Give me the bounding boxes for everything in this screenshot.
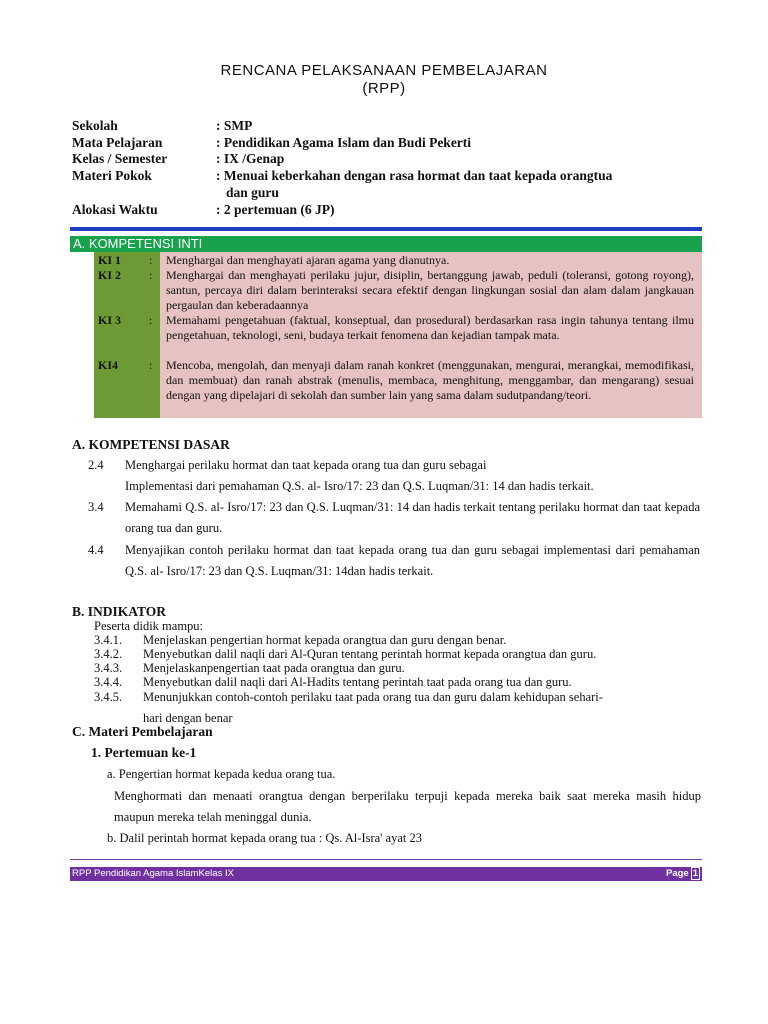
kd-heading: A. KOMPETENSI DASAR: [72, 437, 230, 452]
indikator-heading: B. INDIKATOR: [72, 604, 167, 619]
ki-code: KI 3: [98, 313, 122, 327]
ki-text: Mencoba, mengolah, dan menyaji dalam ranah konkret (menggunakan, mengurai, merangkai, memodifikasi, dan membuat) dan ranah abstrak (menulis, membaca, menghitung, menggambar, dan mengarang) sesuai dengan yang dipelajari di sekolah dan sumber lain yang sama dalam sudutpandang/teori.: [166, 358, 694, 402]
ki-colon: :: [149, 313, 153, 327]
kd-text: Memahami Q.S. al- Isro/17: 23 dan Q.S. Luqman/31: 14 dan hadis terkait tentang perilaku hormat dan taat kepada orang tua dan guru.: [125, 500, 700, 535]
info-label: Sekolah: [72, 118, 118, 133]
indikator-number: 3.4.1.: [94, 633, 123, 647]
kd-number: 2.4: [88, 458, 104, 472]
footer-page: [666, 867, 700, 881]
indikator-intro: Peserta didik mampu:: [94, 619, 204, 633]
indikator-text: Menjelaskanpengertian taat pada orangtua dan guru.: [143, 661, 405, 675]
info-label: Kelas / Semester: [72, 151, 168, 166]
ki-code: KI 1: [98, 253, 122, 267]
indikator-number: 3.4.2.: [94, 647, 123, 661]
ki-table: [94, 252, 702, 418]
info-value: : IX /Genap: [216, 151, 285, 166]
kd-number: 3.4: [88, 500, 104, 514]
indikator-number: 3.4.5.: [94, 690, 123, 704]
materi-a-label: a. Pengertian hormat kepada kedua orang tua.: [107, 767, 336, 781]
header-divider: [70, 227, 702, 231]
info-label: Materi Pokok: [72, 168, 152, 183]
info-value-cont: dan guru: [226, 185, 279, 200]
materi-heading: C. Materi Pembelajaran: [72, 724, 213, 739]
info-value: : SMP: [216, 118, 253, 133]
indikator-text: Menyebutkan dalil naqli dari Al-Hadits tentang perintah taat pada orang tua dan guru.: [143, 675, 572, 689]
footer-doc-title: RPP Pendidikan Agama IslamKelas IX: [72, 868, 234, 879]
footer-divider: [70, 859, 702, 860]
indikator-number: 3.4.3.: [94, 661, 123, 675]
kd-text: Menyajikan contoh perilaku hormat dan taat kepada orang tua dan guru sebagai implementasi dari pemahaman Q.S. al- Isro/17: 23 dan Q.S. Luqman/31: 14dan hadis terkait.: [125, 543, 700, 578]
meeting-heading: 1. Pertemuan ke-1: [91, 745, 197, 760]
info-value: : Pendidikan Agama Islam dan Budi Pekerti: [216, 135, 472, 150]
kd-number: 4.4: [88, 543, 104, 557]
indikator-text: Menyebutkan dalil naqli dari Al-Quran tentang perintah hormat kepada orangtua dan guru.: [143, 647, 597, 661]
page-subtitle: (RPP): [362, 80, 406, 97]
indikator-text: Menjelaskan pengertian hormat kepada orangtua dan guru dengan benar.: [143, 633, 507, 647]
info-value: : Menuai keberkahan dengan rasa hormat dan taat kepada orangtua: [216, 168, 613, 183]
footer-page-label: Page: [665, 868, 689, 879]
ki-colon: :: [149, 358, 153, 372]
ki-code: KI 2: [98, 268, 122, 282]
kd-text: Menghargai perilaku hormat dan taat kepada orang tua dan guru sebagai: [125, 458, 487, 472]
indikator-text: Menunjukkan contoh-contoh perilaku taat pada orang tua dan guru dalam kehidupan sehari-: [143, 690, 603, 704]
ki-code: KI4: [98, 358, 119, 372]
footer-page-number: 1: [692, 868, 698, 879]
page-title: RENCANA PELAKSANAAN PEMBELAJARAN: [220, 62, 548, 79]
ki-colon: :: [149, 253, 153, 267]
indikator-number: 3.4.4.: [94, 675, 123, 689]
materi-a-body: Menghormati dan menaati orangtua dengan berperilaku terpuji kepada mereka baik saat mereka masih hidup maupun mereka telah meninggal dunia.: [114, 789, 701, 824]
info-label: Alokasi Waktu: [72, 202, 158, 217]
ki-colon: :: [149, 268, 153, 282]
kd-text-cont: Implementasi dari pemahaman Q.S. al- Isro/17: 23 dan Q.S. Luqman/31: 14 dan hadis terkait.: [125, 479, 594, 493]
ki-text: Menghargai dan menghayati perilaku jujur, disiplin, bertanggung jawab, peduli (toleransi, gotong royong), santun, percaya diri dalam berinteraksi secara efektif dengan lingkungan sosial dan alam dalam jangkauan pergaulan dan keberadaannya: [166, 268, 694, 312]
indikator-text-cont: hari dengan benar: [143, 711, 233, 725]
materi-b-label: b. Dalil perintah hormat kepada orang tua : Qs. Al-Isra' ayat 23: [107, 831, 423, 845]
ki-heading: A. KOMPETENSI INTI: [70, 236, 702, 252]
info-label: Mata Pelajaran: [72, 135, 163, 150]
info-value: : 2 pertemuan (6 JP): [216, 202, 335, 217]
ki-text: Memahami pengetahuan (faktual, konseptual, dan prosedural) berdasarkan rasa ingin tahunya tentang ilmu pengetahuan, teknologi, seni, budaya terkait fenomena dan kejadian tampak mata.: [166, 313, 694, 342]
page-footer: [70, 867, 702, 881]
ki-text: Menghargai dan menghayati ajaran agama yang dianutnya.: [166, 253, 450, 267]
